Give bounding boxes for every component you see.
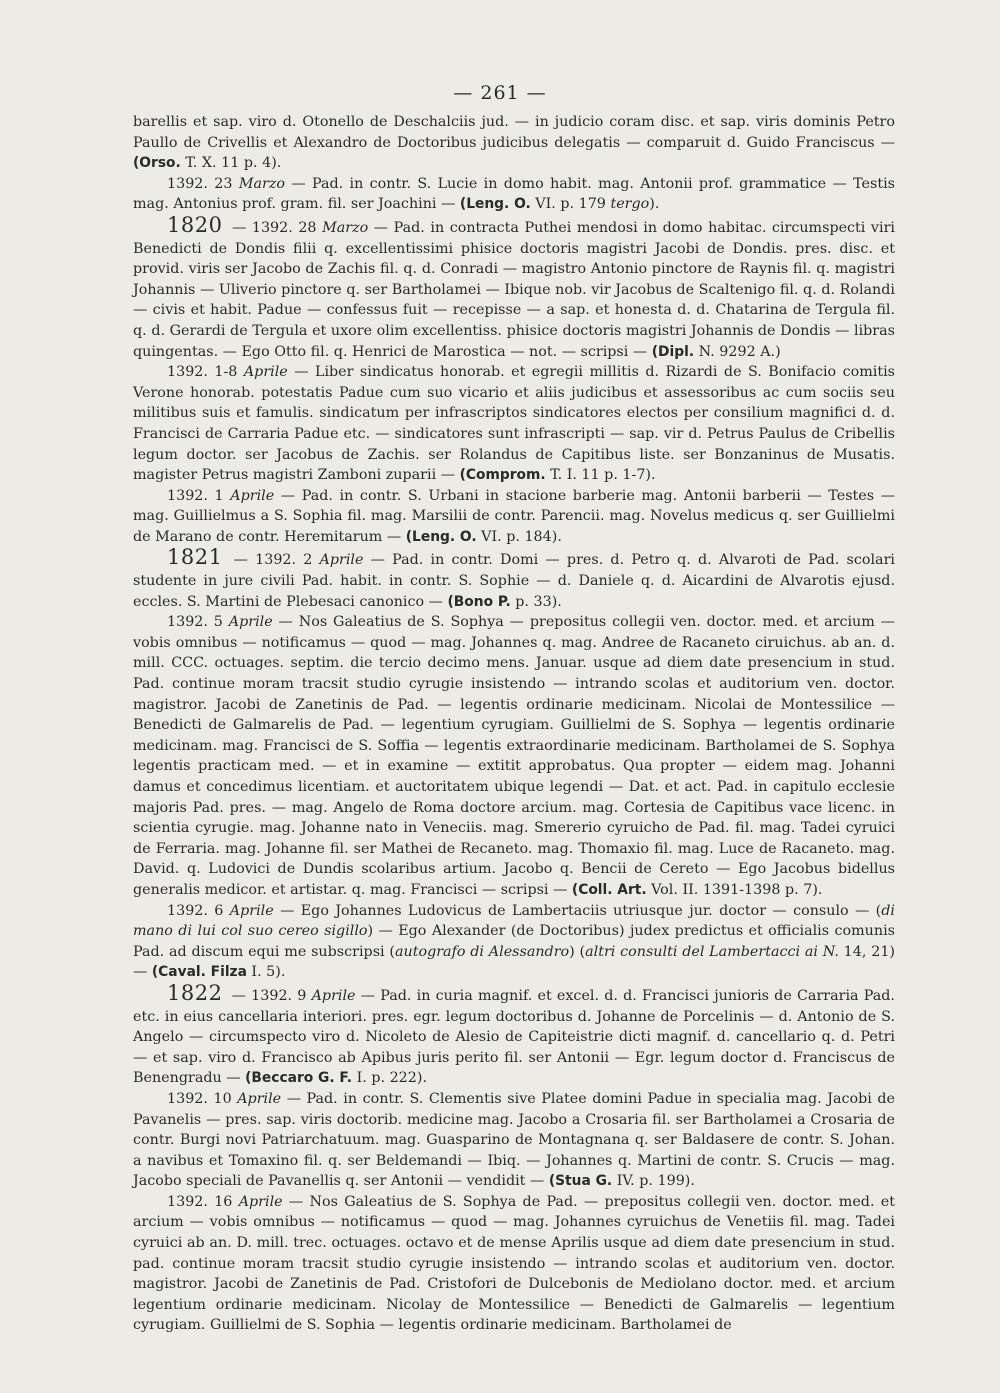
paragraph-text: — Pad. in contr. S. Clementis sive Platee domini Padue in specialia mag. Jacobi de Pavanelis — pres. sap. viris doctorib. medicine mag. Jacobo a Crosaria fil. ser Bartholamei a Crosaria de contr. Burgi novi Patriarchatuum. mag. Guasparino de Montagnana q. ser Baldasere de contr. S. Johan. a navibus et Tomaxino fil. q. ser Beldemandi — Ibiq. — Johannes q. Martini de contr. S. Crucis — mag. Jacobo speciali de Pavanellis q. ser Antonii — vendidit — — [133, 1090, 895, 1190]
paragraph — [133, 486, 895, 548]
paragraph — [133, 212, 895, 362]
paragraph-text: — Nos Galeatius de S. Sophya — prepositus collegii ven. doctor. med. et arcium — vobis omnibus — notificamus — quod — mag. Johannes q. mag. Andree de Racaneto ciruichus. ab an. d. mill. CCC. octuages. septim. die tercio decimo mens. Januar. usque ad diem date presencium in stud. Pad. continue moram tracsit studio cyrugie insistendo — intrando scolas et auditorium ven. doctor. magistror. Jacobi de Zanetinis de Pad. — legentis ordinarie medicinam. Nicolai de Montessilice — Benedicti de Galmarelis de Pad. — legentium cyrugiam. Guillielmi de S. Sophya — legentis ordinarie medicinam. mag. Francisci de S. Soffia — legentis extraordinarie medicinam. Bartholamei de S. Sophya legentis practicam med. — et in examine — extitit approbatus. Qua propter — eidem mag. Johanni damus et concedimus licentiam. et auctoritatem ubique legendi — Dat. et act. Pad. in capitulo ecclesie majoris Pad. pres. — mag. Angelo de Roma doctore arcium. mag. Cortesia de Capitibus vace licenc. in scientia cyrugie. mag. Johanne nato in Veneciis. mag. Smererio cyruicho de Pad. fil. mag. Tadei cyruici de Ferraria. mag. Johanne fil. ser Mathei de Recaneto. mag. Thomaxio fil. mag. Luce de Racaneto. mag. David. q. Ludovici de Dundis scolaribus artium. Jacobo q. Bencii de Cereto — Ego Jacobus bidellus generalis medicor. et artistar. q. mag. Francisci — scripsi — — [133, 614, 895, 898]
source-reference: (Stua G. — [548, 1173, 613, 1190]
paragraph-text: 1392. 6 — [167, 902, 230, 919]
italic-text: autografo di Alessandro — [394, 943, 570, 960]
source-reference: (Leng. O. — [459, 196, 531, 213]
paragraph-text: ) ( — [569, 943, 586, 960]
paragraph-text: 1392. 5 — [167, 614, 229, 631]
source-reference: (Bono P. — [447, 593, 511, 610]
paragraph-text: — Pad. in contr. S. Lucie in domo habit. mag. Antonii prof. grammatice — Testis mag. Antonius prof. gram. fil. ser Joachini — — [133, 175, 895, 213]
date-month: Aprile — [230, 487, 275, 504]
paragraph-text: ). — [649, 196, 660, 213]
paragraph — [133, 174, 895, 215]
source-reference: (Caval. Filza — [151, 964, 247, 981]
paragraph-text: — 1392. 2 — [226, 552, 320, 569]
paragraph — [133, 362, 895, 486]
text-body — [133, 112, 895, 1336]
paragraph-text: 1392. 16 — [167, 1193, 239, 1210]
paragraph-text: — 1392. 9 — [226, 987, 312, 1004]
paragraph-text: — 1392. 28 — [226, 219, 323, 236]
date-month: Aprile — [319, 552, 364, 569]
source-reference: (Coll. Art. — [571, 881, 647, 898]
paragraph-text: — Liber sindicatus honorab. et egregii millitis d. Rizardi de S. Bonifacio comitis Verone honorab. potestatis Padue cum suo vicario et aliis judicibus et assessoribus ac cum sociis seu militibus suis et famulis. sindicatum per infrascriptos sindicatores electos per consilium magnifici d. d. Francisci de Carraria Padue etc. — sindicatores sunt infrascripti — sap. vir d. Petrus Paulus de Cribellis legum doctor. ser Jacobus de Zachis. ser Rolandus de Capitibus liste. ser Bonzaninus de Musatis. magister Petrus magistri Zamboni zuparii — — [133, 364, 895, 484]
date-month: Aprile — [228, 614, 273, 631]
source-reference: (Beccaro G. F. — [245, 1070, 353, 1087]
paragraph-text: VI. p. 179 — [530, 196, 611, 213]
date-month: Aprile — [311, 987, 356, 1004]
paragraph-text: ) — Ego Alexander (de Doctoribus) judex predictus et officialis comunis Pad. ad discum equi me subscripsi ( — [133, 923, 896, 960]
paragraph-text: 1392. 10 — [167, 1090, 238, 1107]
date-month: Marzo — [238, 175, 285, 192]
paragraph — [133, 1089, 895, 1192]
paragraph — [133, 547, 895, 612]
paragraph-text: T. X. 11 p. 4). — [180, 155, 282, 172]
paragraph — [133, 980, 895, 1089]
paragraph — [133, 1192, 895, 1336]
paragraph — [133, 901, 895, 983]
paragraph-text: T. I. 11 p. 1-7). — [545, 467, 656, 484]
paragraph-text: I. p. 222). — [352, 1070, 427, 1087]
paragraph-text: — Nos Galeatius de S. Sophya de Pad. — prepositus collegii ven. doctor. med. et arcium — vobis omnibus — notificamus — quod — mag. Johannes cyruichus de Venetiis fil. mag. Tadei cyruici ab an. D. mill. trec. octuages. octavo et de mense Aprilis usque ad diem date presencium in stud. pad. continue moram tracsit studio cyrugie insistendo — intrando scolas et auditorium ven. doctor. magistror. Jacobi de Zanetinis de Pad. Cristofori de Dulcebonis de Mediolano doctor. med. et arcium legentium ordinarie medicinam. Nicolay de Montessilice — Benedicti de Galmarelis — legentium cyrugiam. Guillielmi de S. Sophia — legentis ordinarie medicinam. Bartholamei de — [133, 1193, 895, 1334]
paragraph-text: 1392. 1 — [167, 487, 231, 504]
paragraph-text: barellis et sap. viro d. Otonello de Deschalciis jud. — in judicio coram disc. et sap. viris dominis Petro Paullo de Crivellis et Alexandro de Doctoribus judicibus delegatis — comparuit d. Guido Franciscus — — [133, 114, 895, 151]
document-number: 1822 — [167, 980, 223, 1005]
paragraph-text: N. 9292 A.) — [694, 343, 781, 360]
paragraph-text: p. 33). — [510, 593, 562, 610]
source-reference: (Orso. — [133, 155, 181, 172]
paragraph-text: — Pad. in contr. Domi — pres. d. Petro q. d. Alvaroti de Pad. scolari studente in jure civili Pad. habit. in contr. S. Sophie — d. Daniele q. d. Aicardini de Alvarotis ejusd. eccles. S. Martini de Plebesaci canonico — — [133, 552, 895, 610]
paragraph-text: 1392. 1-8 — [167, 364, 244, 381]
paragraph — [133, 112, 895, 174]
paragraph-text: IV. p. 199). — [612, 1173, 695, 1190]
paragraph-text: I. 5). — [246, 964, 286, 981]
paragraph-text: Vol. II. 1391-1398 p. 7). — [646, 881, 823, 898]
italic-text: di mano di lui col suo cereo sigillo — [133, 902, 895, 940]
paragraph-text: 1392. 23 — [167, 175, 239, 192]
paragraph-text: 14, 21) — — [133, 943, 895, 981]
paragraph-text: — Ego Johannes Ludovicus de Lambertaciis utriusque jur. doctor — consulo — ( — [273, 902, 882, 919]
date-month: Aprile — [229, 902, 274, 919]
page-number: — 261 — — [453, 82, 547, 104]
date-month: Aprile — [237, 1090, 282, 1107]
paragraph-text: — Pad. in curia magnif. et excel. d. d. Francisci junioris de Carraria Pad. etc. in eius cancellaria interiori. pres. egr. legum doctoribus d. Johanne de Porcelinis — d. Antonio de S. Angelo — circumspecto viro d. Nicoleto de Alesio de Capiteistrie dicti magnif. d. cancellario q. d. Petri — et sap. viro d. Francisco ab Apibus juris perito fil. ser Antonii — Egr. legum doctor d. Franciscus de Benengradu — — [133, 987, 895, 1087]
date-month: Aprile — [238, 1193, 283, 1210]
paragraph — [133, 612, 895, 900]
paragraph-text: — Pad. in contr. S. Urbani in stacione barberie mag. Antonii barberii — Testes — mag. Guillielmus a S. Sophia fil. mag. Marsilii de contr. Parencii. mag. Novelus medicus q. ser Guillielmi de Marano de contr. Heremitarum — — [133, 487, 895, 545]
date-month: Marzo — [322, 219, 369, 236]
source-reference: (Comprom. — [459, 467, 546, 484]
document-number: 1821 — [167, 545, 223, 570]
source-reference: (Dipl. — [651, 343, 695, 360]
italic-text: tergo — [610, 196, 650, 213]
source-reference: (Leng. O. — [405, 528, 477, 545]
date-month: Aprile — [243, 364, 288, 381]
paragraph-text: — Pad. in contracta Puthei mendosi in domo habitac. circumspecti viri Benedicti de Dondis filii q. excellentissimi phisice doctoris magistri Jacobi de Dondis. pres. disc. et provid. viris ser Jacobo de Zachis fil. q. d. Conradi — magistro Antonio pinctore de Raynis fil. q. magistri Johannis — Uliverio pinctore q. ser Bartholamei — Ibique nob. vir Jacobus de Scaltenigo fil. q. d. Rolandi — civis et habit. Padue — confessus fuit — recepisse — a sap. et honesta d. d. Chatarina de Tergula fil. q. d. Gerardi de Tergula et uxore olim excellentiss. phisice doctoris magistri Johannis de Dondis — libras quingentas. — Ego Otto fil. q. Henrici de Marostica — not. — scripsi — — [133, 219, 895, 360]
italic-text: altri consulti del Lambertacci ai N. — [585, 943, 839, 960]
document-number: 1820 — [167, 212, 223, 237]
paragraph-text: VI. p. 184). — [476, 528, 562, 545]
